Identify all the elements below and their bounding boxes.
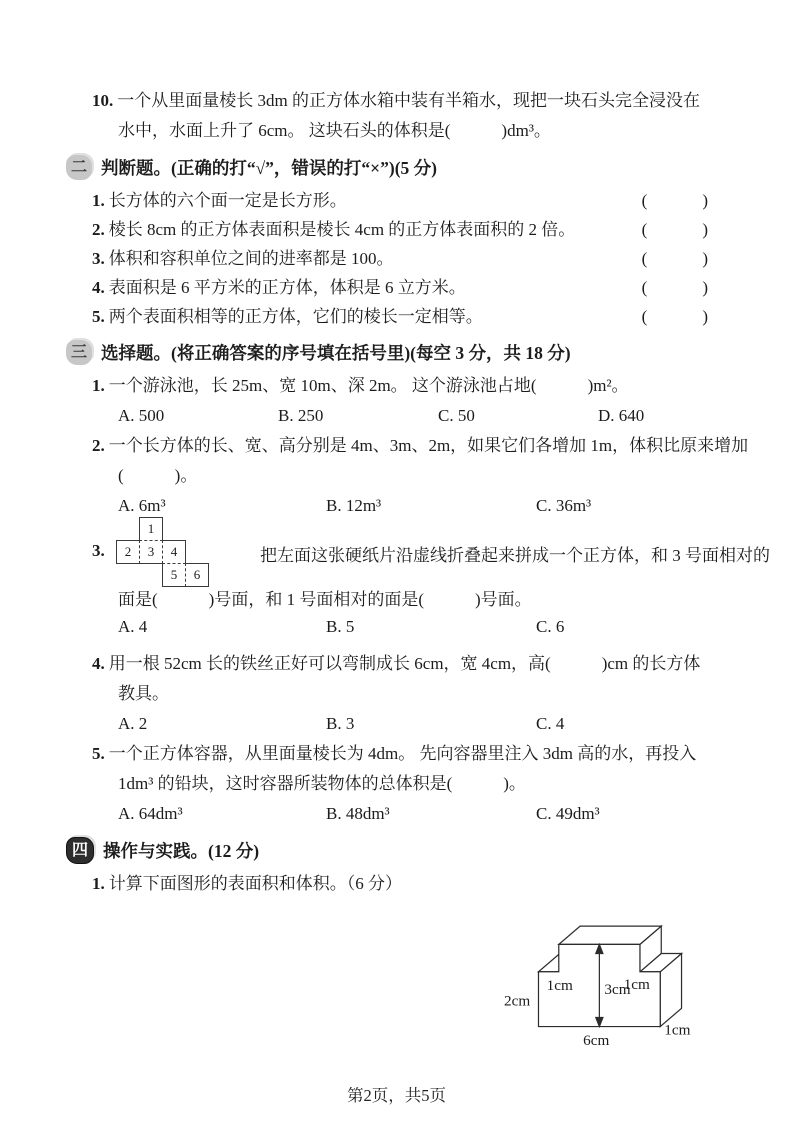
option-b: B. 3: [326, 714, 355, 733]
section-choice-header: [66, 336, 723, 368]
section-title: 操作与实践。(12 分): [103, 840, 260, 861]
option-b: B. 250: [278, 406, 324, 425]
choice-question-2: [92, 431, 749, 521]
question-line: [92, 869, 723, 899]
section-title: 选择题。(将正确答案的序号填在括号里)(每空 3 分，共 18 分): [101, 342, 571, 363]
item-number: 2.: [92, 220, 105, 239]
net-cell-5: 5: [162, 563, 186, 587]
net-cell-2: 2: [116, 540, 140, 564]
net-cell-6: 6: [185, 563, 209, 587]
option-c: C. 49dm³: [536, 804, 600, 823]
judgment-item-3: [92, 244, 723, 273]
judgment-text: [92, 186, 642, 215]
item-text: 棱长 8cm 的正方体表面积是棱长 4cm 的正方体表面积的 2 倍。: [108, 220, 576, 239]
question-text-line2: 面是( )号面，和 1 号面相对的面是( )号面。: [118, 590, 532, 609]
answer-brackets: ( ): [641, 278, 709, 297]
question-number: 4.: [92, 654, 105, 673]
answer-brackets: ( ): [641, 249, 709, 268]
option-c: C. 36m³: [536, 496, 592, 515]
answer-brackets: ( ): [641, 191, 709, 210]
judgment-text: [92, 244, 642, 273]
label-base-width: 6cm: [583, 1031, 610, 1049]
question-number: 5.: [92, 744, 105, 763]
question-10: [92, 86, 723, 146]
question-line: [92, 649, 723, 679]
question-text: 一个游泳池，长 25m、宽 10m、深 2m。 这个游泳池占地( )m²。: [108, 376, 629, 395]
options-row: [118, 617, 723, 637]
item-number: 5.: [92, 307, 105, 326]
option-b: B. 12m³: [326, 496, 382, 515]
item-number: 3.: [92, 249, 105, 268]
label-depth: 1cm: [664, 1021, 691, 1039]
solid-figure: [504, 903, 784, 1071]
judgment-item-1: [92, 186, 723, 215]
options-row: [92, 401, 723, 431]
choice-question-5: [92, 739, 723, 829]
section-practice-header: [66, 834, 723, 866]
judgment-text: [92, 273, 642, 302]
option-c: C. 50: [438, 406, 475, 425]
label-notch-left: 1cm: [546, 977, 573, 995]
net-cell-1: 1: [139, 517, 163, 541]
question-number: 1.: [92, 874, 105, 893]
item-text: 长方体的六个面一定是长方形。: [108, 191, 347, 210]
options-row: [92, 799, 723, 829]
question-line2: 1dm³ 的铅块，这时容器所装物体的总体积是( )。: [118, 774, 526, 793]
net-cell-3: 3: [139, 540, 163, 564]
question-text: 一个从里面量棱长 3dm 的正方体水箱中装有半箱水，现把一块石头完全浸没在: [117, 91, 700, 110]
item-text: 两个表面积相等的正方体，它们的棱长一定相等。: [108, 307, 483, 326]
question-number: 1.: [92, 376, 105, 395]
option-b: B. 48dm³: [326, 804, 390, 823]
option-c: C. 6: [536, 617, 565, 636]
practice-question-1: [92, 869, 723, 899]
question-line2: ( )。: [118, 466, 198, 485]
question-text: 用一根 52cm 长的铁丝正好可以弯制成长 6cm，宽 4cm，高( )cm 的长方体: [108, 654, 701, 673]
item-text: 体积和容积单位之间的进率都是 100。: [108, 249, 394, 268]
judgment-text: [92, 215, 642, 244]
cube-net-diagram: [116, 517, 210, 587]
options-row: [92, 709, 723, 739]
question-10-line2: 水中，水面上升了 6cm。 这块石头的体积是( )dm³。: [118, 121, 551, 140]
question-line: [92, 739, 723, 769]
label-notch-right: 1cm: [623, 976, 650, 994]
question-line: [92, 431, 749, 461]
section-judgment-header: [66, 151, 723, 183]
question-text: 把左面这张硬纸片沿虚线折叠起来拼成一个正方体，和 3 号面相对的: [260, 546, 770, 565]
option-b: B. 5: [326, 617, 355, 636]
section-title: 判断题。(正确的打“√”，错误的打“×”)(5 分): [101, 157, 438, 178]
answer-brackets: ( ): [641, 307, 709, 326]
judgment-text: [92, 302, 642, 331]
question-number: 10.: [92, 91, 114, 110]
question-text: 计算下面图形的表面积和体积。（6 分）: [108, 874, 402, 893]
choice-question-1: [92, 371, 723, 431]
question-number: 3.: [92, 541, 105, 560]
page-number: 第2页，共5页: [347, 1086, 446, 1105]
label-arrow-height: 3cm: [604, 981, 631, 999]
option-a: A. 6m³: [118, 496, 166, 515]
item-number: 1.: [92, 191, 105, 210]
section-badge-icon: 四: [66, 837, 94, 864]
question-text: 一个长方体的长、宽、高分别是 4m、3m、2m，如果它们各增加 1m，体积比原来增加: [108, 436, 749, 455]
judgment-item-5: [92, 302, 723, 331]
item-number: 4.: [92, 278, 105, 297]
option-a: A. 4: [118, 617, 148, 636]
section-badge-icon: 二: [66, 155, 92, 180]
question-number: 2.: [92, 436, 105, 455]
section-badge-icon: 三: [66, 340, 92, 365]
choice-question-3: [92, 521, 770, 649]
solid-figure-svg: [504, 903, 784, 1071]
option-d: D. 640: [598, 406, 645, 425]
question-10-line1: [92, 86, 723, 116]
judgment-item-2: [92, 215, 723, 244]
option-a: A. 64dm³: [118, 804, 183, 823]
answer-brackets: ( ): [641, 220, 709, 239]
question-line: [92, 371, 723, 401]
option-a: A. 500: [118, 406, 165, 425]
item-text: 表面积是 6 平方米的正方体，体积是 6 立方米。: [108, 278, 466, 297]
label-height: 2cm: [504, 992, 531, 1010]
question-line2: 教具。: [118, 684, 169, 703]
judgment-item-4: [92, 273, 723, 302]
choice-question-4: [92, 649, 723, 739]
net-cell-4: 4: [162, 540, 186, 564]
option-a: A. 2: [118, 714, 148, 733]
option-c: C. 4: [536, 714, 565, 733]
question-text: 一个正方体容器，从里面量棱长为 4dm。 先向容器里注入 3dm 高的水，再投入: [108, 744, 697, 763]
